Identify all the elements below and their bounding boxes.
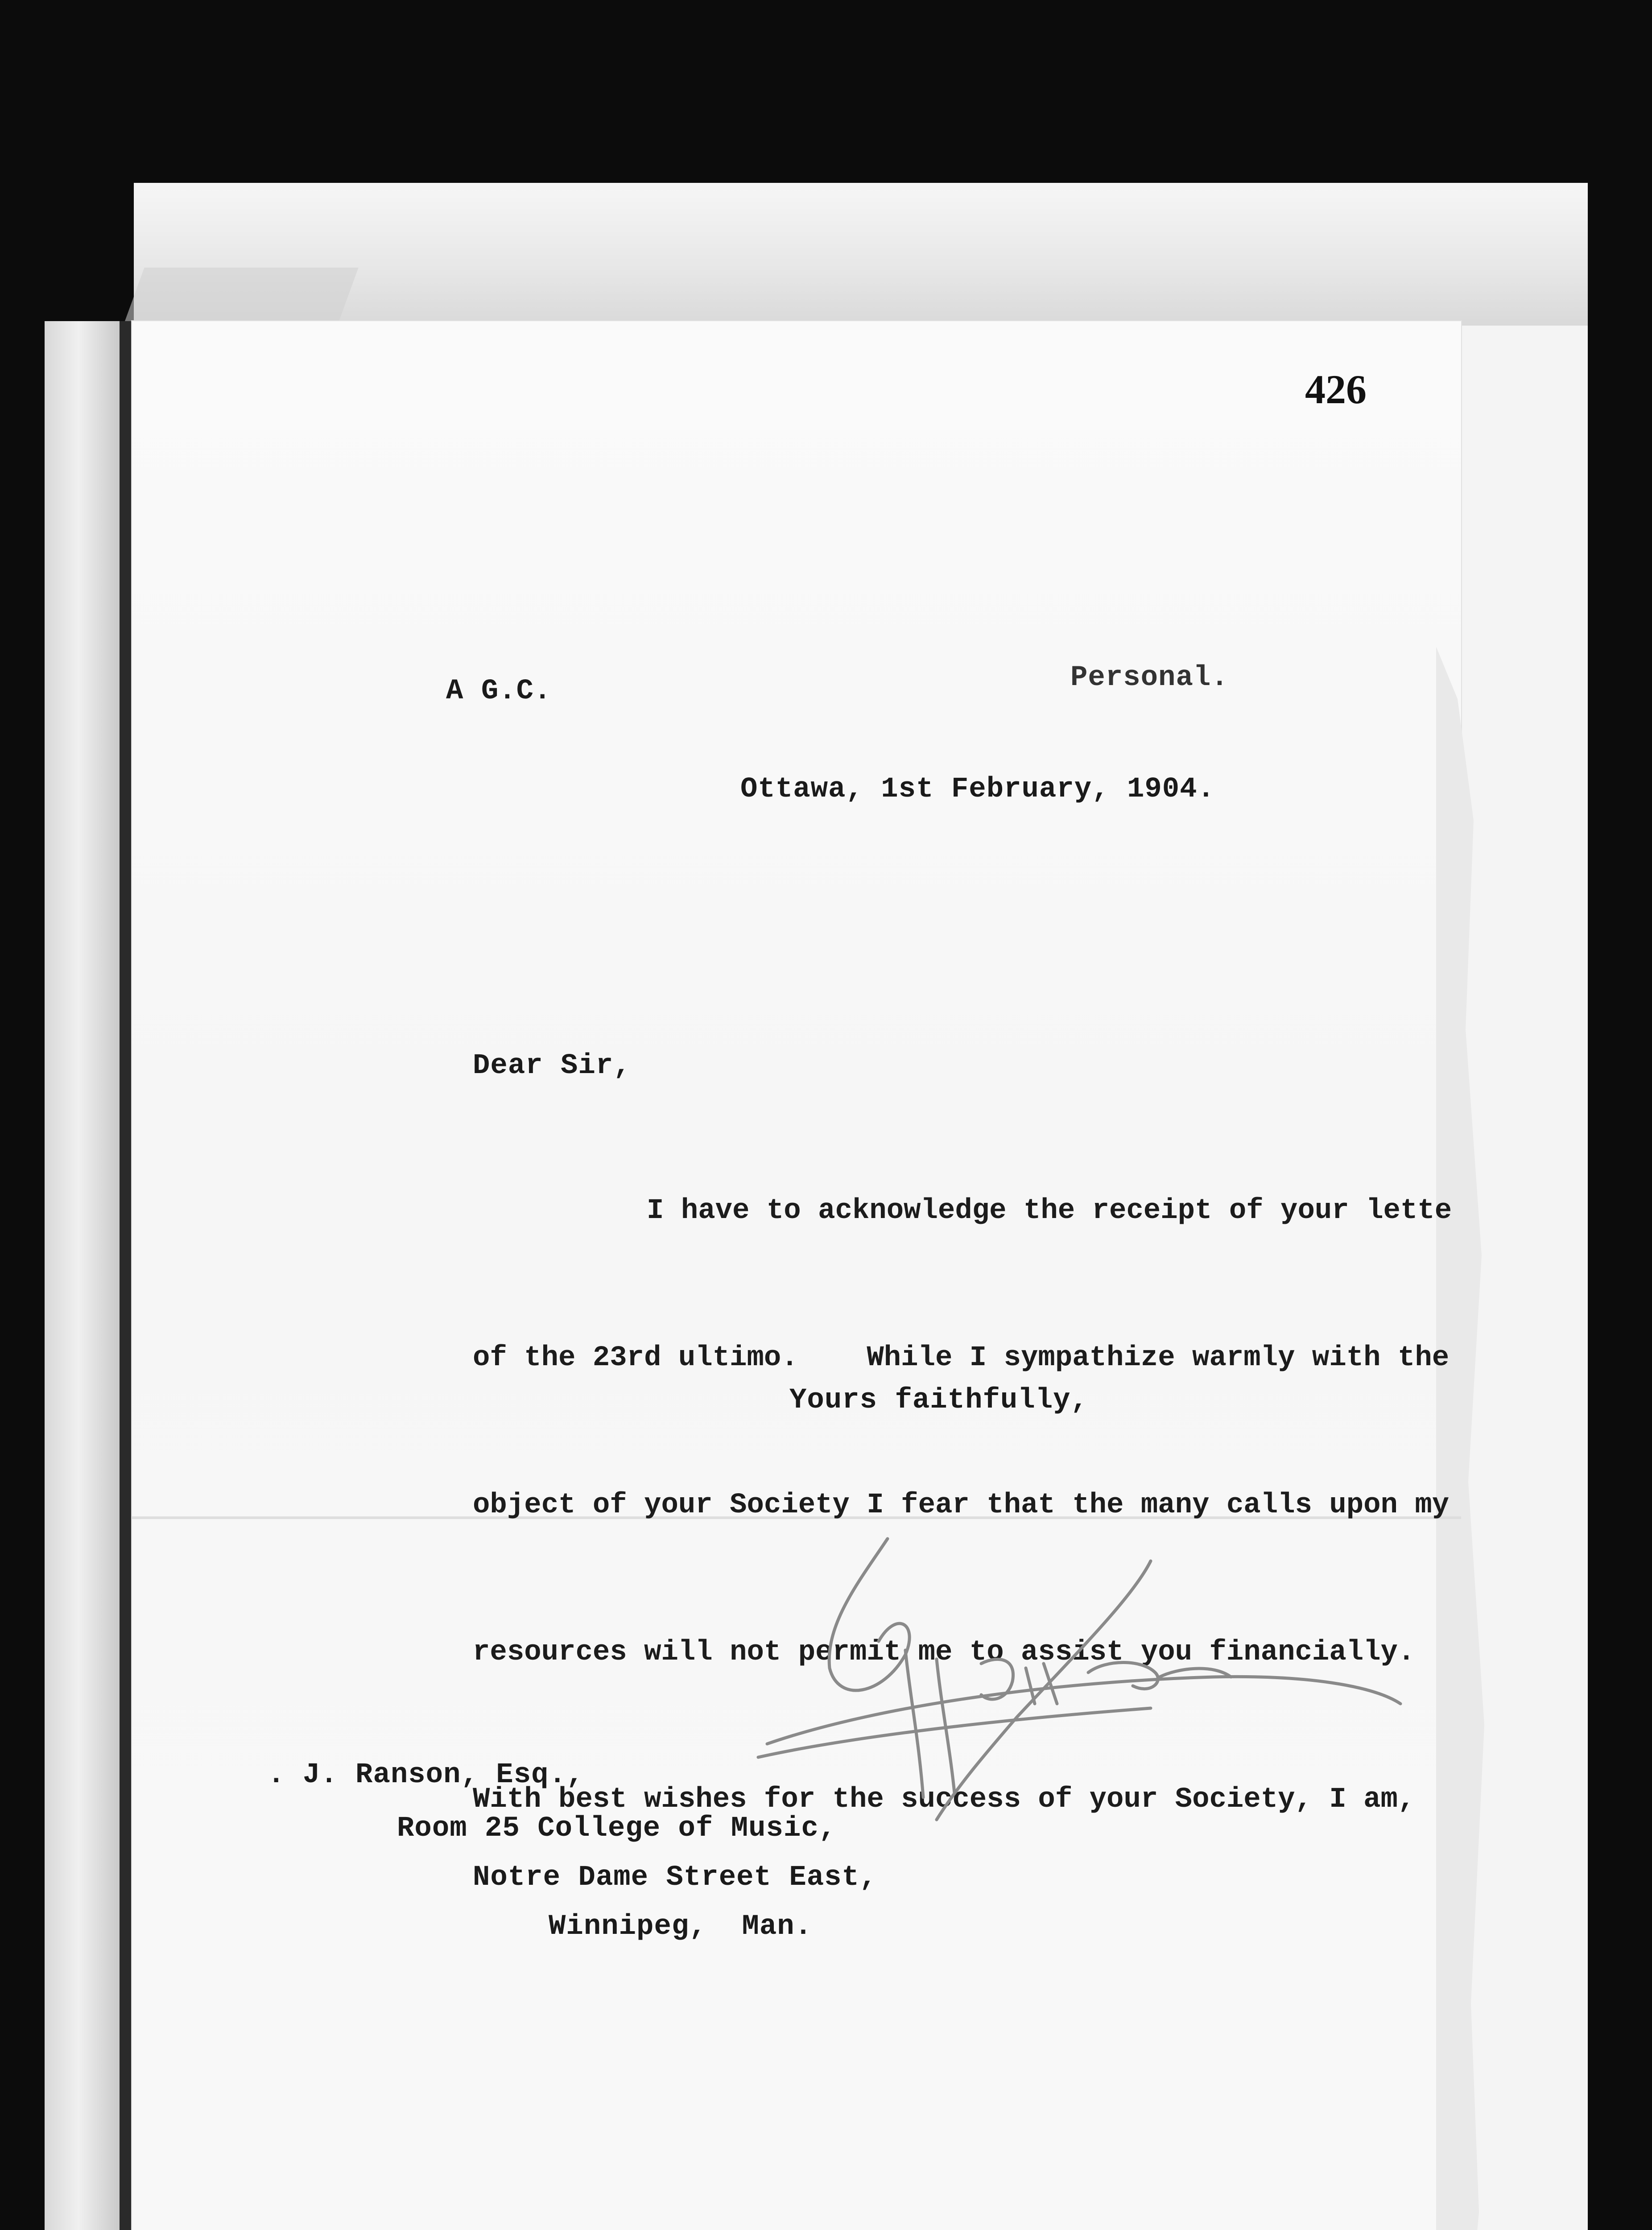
body-line: object of your Society I fear that the many calls upon my	[473, 1489, 1450, 1521]
recipient-address-line2: Notre Dame Street East,	[473, 1862, 877, 1894]
initials: A G.C.	[446, 675, 552, 707]
page-number: 426	[1305, 367, 1367, 412]
top-paper-strip	[134, 183, 1588, 326]
closing: Yours faithfully,	[789, 1384, 1088, 1416]
recipient-name: . J. Ranson, Esq.,	[268, 1759, 584, 1791]
recipient-address-line3: Winnipeg, Man.	[549, 1911, 813, 1943]
dateline: Ottawa, 1st February, 1904.	[740, 773, 1215, 805]
recipient-address-line1: Room 25 College of Music,	[397, 1813, 837, 1845]
body-line: resources will not permit me to assist you financially.	[473, 1636, 1415, 1668]
body-line: of the 23rd ultimo. While I sympathize warmly with the	[473, 1342, 1450, 1374]
left-page-edge	[45, 321, 120, 2230]
salutation: Dear Sir,	[473, 1050, 631, 1082]
left-edge-shadow	[120, 321, 132, 2230]
folder-tab	[123, 268, 358, 326]
body-line: With best wishes for the success of your Society, I am,	[473, 1784, 1415, 1816]
signature	[749, 1507, 1409, 1873]
personal-marking: Personal.	[1070, 662, 1229, 694]
body-line: I have to acknowledge the receipt of your lette	[647, 1195, 1452, 1227]
